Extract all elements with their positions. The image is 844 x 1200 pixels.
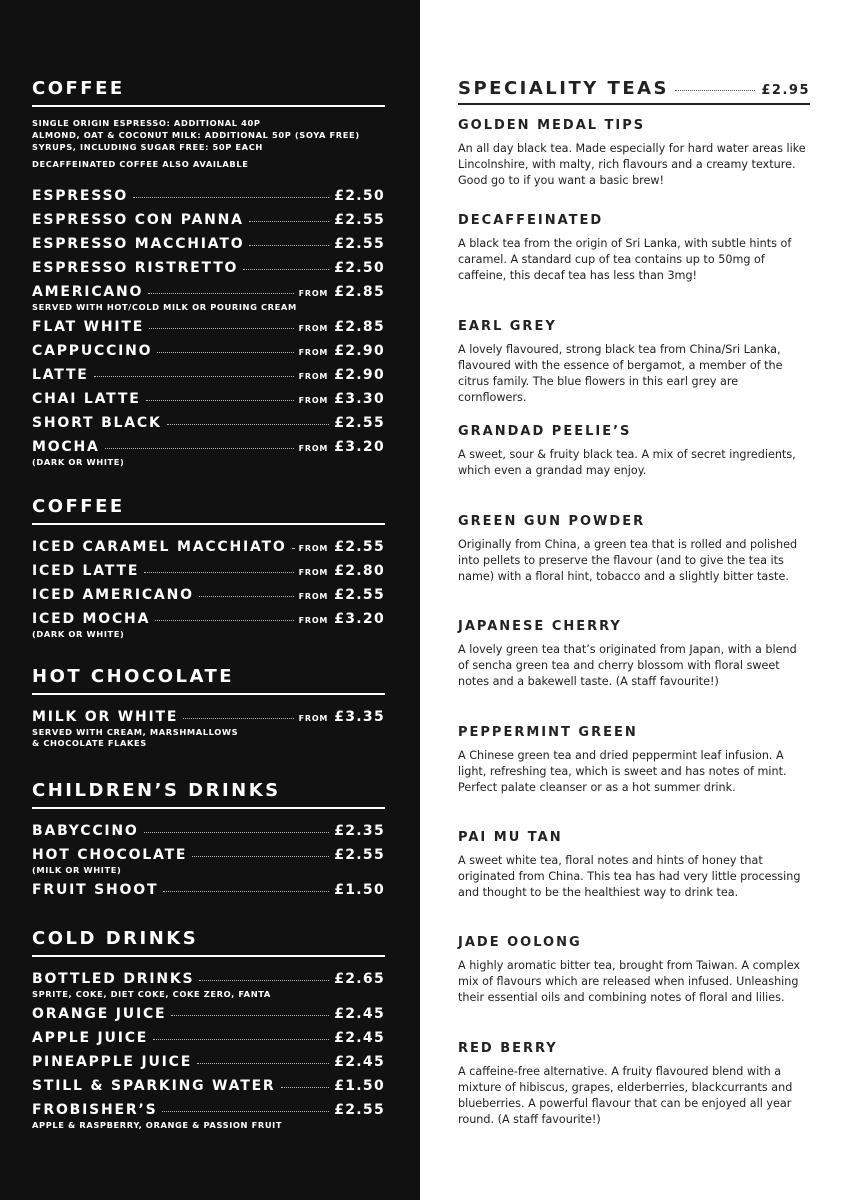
item-price: £3.20 — [334, 611, 385, 627]
note: DECAFFEINATED COFFEE ALSO AVAILABLE — [32, 159, 249, 169]
item-name: ICED LATTE — [32, 563, 140, 579]
note: SYRUPS, INCLUDING SUGAR FREE: 50P EACH — [32, 142, 263, 152]
tea-description: A Chinese green tea and dried peppermint leaf infusion. A light, refreshing tea, which is sweet and has notes of mint. Perfect palate cleanser or as a hot summer drink. — [458, 749, 787, 794]
from-label: FROM — [298, 324, 329, 333]
teas-header — [458, 78, 810, 105]
tea-name: JAPANESE CHERRY — [458, 619, 622, 634]
tea-item — [458, 424, 810, 479]
item-name: APPLE JUICE — [32, 1030, 149, 1046]
from-label: FROM — [298, 444, 329, 453]
coffee-section — [32, 78, 385, 474]
from-label: FROM — [298, 289, 329, 298]
tea-description: A caffeine-free alternative. A fruity flavoured blend with a mixture of hibiscus, grapes, elderberries, blackcurrants and blueberries. A powerful flavour that can be enjoyed all year round. (A staff favourite!) — [458, 1065, 793, 1126]
item-name: ESPRESSO CON PANNA — [32, 212, 244, 228]
note: SINGLE ORIGIN ESPRESSO: ADDITIONAL 40P — [32, 118, 261, 128]
leader-dots — [94, 376, 294, 377]
tea-item — [458, 213, 810, 284]
item-price: £2.55 — [334, 415, 385, 431]
item-price: £2.50 — [334, 260, 385, 276]
item-subtext: SERVED WITH HOT/COLD MILK OR POURING CREAM — [32, 302, 297, 312]
drinks-panel — [0, 0, 420, 1200]
menu-item — [32, 391, 385, 409]
item-price: £3.30 — [334, 391, 385, 407]
leader-dots — [243, 269, 329, 270]
item-name: AMERICANO — [32, 284, 144, 300]
item-price: £2.55 — [334, 587, 385, 603]
section-heading: CHILDREN’S DRINKS — [32, 780, 385, 809]
menu-item — [32, 212, 385, 230]
iced-coffee-section — [32, 496, 385, 646]
item-name: BOTTLED DRINKS — [32, 971, 195, 987]
tea-item — [458, 619, 810, 690]
from-label: FROM — [298, 544, 329, 553]
tea-description: A highly aromatic bitter tea, brought from Taiwan. A complex mix of flavours which are released when infused. Unleashing their essential oils and combining notes of floral and lilies. — [458, 959, 801, 1004]
item-name: FRUIT SHOOT — [32, 882, 159, 898]
from-label: FROM — [298, 372, 329, 381]
item-name: ESPRESSO RISTRETTO — [32, 260, 239, 276]
item-subtext: APPLE & RASPBERRY, ORANGE & PASSION FRUIT — [32, 1120, 283, 1130]
leader-dots — [133, 197, 329, 198]
tea-description: An all day black tea. Made especially for hard water areas like Lincolnshire, with malty, rich flavours and a creamy texture. Good go to if you want a basic brew! — [458, 142, 806, 187]
leader-dots — [249, 245, 329, 246]
menu-item — [32, 319, 385, 337]
menu-item — [32, 1030, 385, 1048]
item-subtext: (DARK OR WHITE) — [32, 457, 125, 467]
item-name: FLAT WHITE — [32, 319, 145, 335]
menu-item — [32, 587, 385, 605]
menu-item — [32, 709, 385, 749]
tea-description: Originally from China, a green tea that is rolled and polished into pellets to preserve the flavour (and to give the tea its name) with a floral hint, tobacco and a slightly bitter taste. — [458, 538, 798, 583]
item-name: FROBISHER’S — [32, 1102, 158, 1118]
item-name: CAPPUCCINO — [32, 343, 153, 359]
tea-item — [458, 514, 810, 585]
menu-item — [32, 236, 385, 254]
menu-item — [32, 1078, 385, 1096]
section-heading: COFFEE — [32, 78, 385, 107]
item-price: £2.85 — [334, 319, 385, 335]
item-name: ORANGE JUICE — [32, 1006, 167, 1022]
item-price: £2.45 — [334, 1054, 385, 1070]
menu-item — [32, 611, 385, 640]
tea-name: PAI MU TAN — [458, 830, 563, 845]
tea-item — [458, 319, 810, 406]
menu-item — [32, 367, 385, 385]
leader-dots — [199, 980, 329, 981]
leader-dots — [162, 1111, 329, 1112]
item-subtext: & CHOCOLATE FLAKES — [32, 738, 147, 748]
item-name: ESPRESSO — [32, 188, 129, 204]
menu-item — [32, 1006, 385, 1024]
item-name: BABYCCINO — [32, 823, 139, 839]
item-name: SHORT BLACK — [32, 415, 162, 431]
menu-item — [32, 847, 385, 876]
tea-description: A black tea from the origin of Sri Lanka, with subtle hints of caramel. A standard cup of tea contains up to 50mg of caffeine, this decaf tea has less than 3mg! — [458, 237, 792, 282]
item-subtext: SPRITE, COKE, DIET COKE, COKE ZERO, FANTA — [32, 989, 271, 999]
hot-chocolate-section — [32, 666, 385, 755]
tea-item — [458, 118, 810, 189]
cold-drinks-section — [32, 928, 385, 1137]
menu-item — [32, 439, 385, 468]
from-label: FROM — [298, 592, 329, 601]
leader-dots — [249, 221, 329, 222]
from-label: FROM — [298, 714, 329, 723]
from-label: FROM — [298, 616, 329, 625]
teas-panel — [420, 0, 844, 1200]
tea-name: DECAFFEINATED — [458, 213, 604, 228]
menu-item — [32, 188, 385, 206]
section-heading: HOT CHOCOLATE — [32, 666, 385, 695]
tea-name: RED BERRY — [458, 1041, 558, 1056]
item-price: £2.55 — [334, 212, 385, 228]
item-name: HOT CHOCOLATE — [32, 847, 188, 863]
leader-dots — [171, 1015, 329, 1016]
from-label: FROM — [298, 568, 329, 577]
menu-item — [32, 882, 385, 900]
menu-item — [32, 823, 385, 841]
tea-name: EARL GREY — [458, 319, 557, 334]
item-price: £2.55 — [334, 236, 385, 252]
leader-dots — [144, 832, 330, 833]
section-heading: COLD DRINKS — [32, 928, 385, 957]
menu-item — [32, 1054, 385, 1072]
menu-item — [32, 415, 385, 433]
leader-dots — [153, 1039, 329, 1040]
menu-item — [32, 284, 385, 313]
section-heading: COFFEE — [32, 496, 385, 525]
item-name: MILK OR WHITE — [32, 709, 179, 725]
item-price: £2.90 — [334, 367, 385, 383]
leader-dots — [148, 293, 293, 294]
childrens-drinks-section — [32, 780, 385, 906]
menu-item — [32, 971, 385, 1000]
note: ALMOND, OAT & COCONUT MILK: ADDITIONAL 50P (SOYA FREE) — [32, 130, 360, 140]
leader-dots — [155, 620, 293, 621]
item-price: £3.35 — [334, 709, 385, 725]
menu-item — [32, 1102, 385, 1131]
tea-description: A lovely green tea that’s originated from Japan, with a blend of sencha green tea and cherry blossom with floral sweet notes and a bakewell taste. (A staff favourite!) — [458, 643, 797, 688]
item-name: CHAI LATTE — [32, 391, 141, 407]
item-name: ICED AMERICANO — [32, 587, 194, 603]
leader-dots — [157, 352, 293, 353]
item-subtext: (MILK OR WHITE) — [32, 865, 122, 875]
item-price: £2.55 — [334, 539, 385, 555]
tea-item — [458, 1041, 810, 1128]
leader-dots — [183, 718, 293, 719]
leader-dots — [144, 572, 293, 573]
tea-name: PEPPERMINT GREEN — [458, 725, 638, 740]
leader-dots — [149, 328, 293, 329]
leader-dots — [199, 596, 294, 597]
item-price: £3.20 — [334, 439, 385, 455]
item-price: £1.50 — [334, 882, 385, 898]
item-price: £2.55 — [334, 847, 385, 863]
item-price: £1.50 — [334, 1078, 385, 1094]
tea-item — [458, 935, 810, 1006]
tea-name: JADE OOLONG — [458, 935, 582, 950]
item-price: £2.45 — [334, 1006, 385, 1022]
leader-dots — [105, 448, 294, 449]
menu-item — [32, 343, 385, 361]
leader-dots — [197, 1063, 329, 1064]
menu-item — [32, 563, 385, 581]
item-name: MOCHA — [32, 439, 100, 455]
item-price: £2.65 — [334, 971, 385, 987]
tea-item — [458, 725, 810, 796]
from-label: FROM — [298, 348, 329, 357]
item-name: STILL & SPARKING WATER — [32, 1078, 276, 1094]
leader-dots — [281, 1087, 330, 1088]
tea-description: A lovely flavoured, strong black tea from China/Sri Lanka, flavoured with the essence of bergamot, a member of the citrus family. The blue flowers in this earl grey are cornflowers. — [458, 343, 783, 404]
leader-dots — [675, 90, 755, 91]
tea-name: GRANDAD PEELIE’S — [458, 424, 632, 439]
item-price: £2.35 — [334, 823, 385, 839]
item-name: ICED MOCHA — [32, 611, 151, 627]
leader-dots — [292, 548, 294, 549]
leader-dots — [146, 400, 294, 401]
tea-description: A sweet, sour & fruity black tea. A mix of secret ingredients, which even a grandad may enjoy. — [458, 448, 796, 477]
coffee-notes — [32, 117, 385, 170]
from-label: FROM — [298, 396, 329, 405]
item-name: ICED CARAMEL MACCHIATO — [32, 539, 287, 555]
item-price: £2.80 — [334, 563, 385, 579]
item-price: £2.55 — [334, 1102, 385, 1118]
tea-name: GOLDEN MEDAL TIPS — [458, 118, 646, 133]
item-name: ESPRESSO MACCHIATO — [32, 236, 245, 252]
section-heading: SPECIALITY TEAS — [458, 78, 670, 99]
item-price: £2.85 — [334, 284, 385, 300]
item-price: £2.45 — [334, 1030, 385, 1046]
item-subtext: (DARK OR WHITE) — [32, 629, 125, 639]
tea-item — [458, 830, 810, 901]
menu-item — [32, 260, 385, 278]
leader-dots — [192, 856, 329, 857]
menu-item — [32, 539, 385, 557]
item-price: £2.90 — [334, 343, 385, 359]
tea-name: GREEN GUN POWDER — [458, 514, 646, 529]
item-price: £2.50 — [334, 188, 385, 204]
item-name: LATTE — [32, 367, 89, 383]
item-subtext: SERVED WITH CREAM, MARSHMALLOWS — [32, 727, 239, 737]
tea-description: A sweet white tea, floral notes and hints of honey that originated from China. This tea has had very little processing and thought to be the healthiest way to drink tea. — [458, 854, 801, 899]
leader-dots — [163, 891, 329, 892]
teas-price: £2.95 — [761, 83, 810, 98]
item-name: PINEAPPLE JUICE — [32, 1054, 193, 1070]
leader-dots — [167, 424, 330, 425]
